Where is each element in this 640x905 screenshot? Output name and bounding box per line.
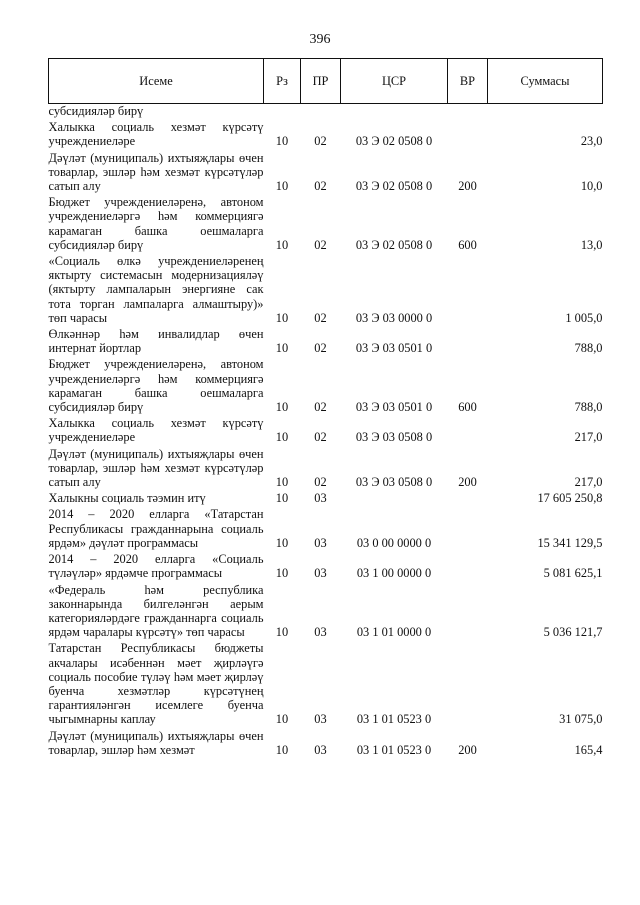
cell-csr: 03 Э 03 0508 0 [355,430,433,445]
cell-pr: 02 [314,237,327,252]
cell-csr: 03 Э 03 0501 0 [355,400,433,415]
table-row [49,118,603,148]
table-row [49,149,603,194]
cell-vr [448,252,488,325]
cell-csr: 03 Э 02 0508 0 [355,179,433,194]
cell-name: Халыкка социаль хезмәт күрсәтү учреждениеләре [48,416,264,445]
cell-name: «Федераль һәм республика законнарында билгеләнгән аерым категорияләрдәге гражданнарга социаль ярдәм чаралары күрсәтү» төп чарасы [48,582,264,640]
cell-name: Бюджет учреждениеләренә, автоном учреждениеләргә һәм коммерциягә карамаган башка оешмаларга субсидияләр бирү [48,357,264,415]
cell-name: Өлкәннәр һәм инвалидлар өчен интернат йортлар [48,327,264,356]
cell-sum: 10,0 [580,179,603,194]
cell-name: Татарстан Республикасы бюджеты акчалары исәбеннән мәет җирләүгә социаль пособие түләү һәм мәет җирләү буенча хезмәтләр күрсәтүнең гарантияләнгән исемлеге буенча чыгымнарны каплау [48,641,264,727]
cell-sum: 5 081 625,1 [543,566,603,581]
cell-pr: 02 [314,310,327,325]
cell-name: Дәүләт (муниципаль) ихтыяҗлары өчен товарлар, эшләр һәм хезмәт күрсәтүләр сатып алу [48,150,264,194]
cell-vr [448,104,488,119]
cell-csr: 03 Э 03 0000 0 [355,310,433,325]
cell-csr: 03 Э 03 0508 0 [355,475,433,490]
cell-vr [448,118,488,148]
cell-csr: 03 Э 03 0501 0 [355,341,433,356]
cell-rz: 10 [275,134,289,149]
cell-csr: 03 Э 02 0508 0 [355,134,433,149]
cell-sum: 15 341 129,5 [537,535,603,550]
cell-vr [448,414,488,444]
cell-pr: 02 [314,475,327,490]
cell-vr [448,489,488,505]
cell-vr [448,639,488,726]
cell-pr: 02 [314,430,327,445]
header-vr: ВР [448,59,488,104]
table-row [49,355,603,414]
cell-pr: 02 [314,134,327,149]
cell-rz: 10 [275,475,289,490]
cell-csr: 03 1 01 0523 0 [356,712,432,727]
page-number: 396 [309,32,331,47]
cell-vr: 200 [458,475,477,490]
cell-sum: 23,0 [580,134,603,149]
table-header-row [49,59,603,104]
cell-name: 2014 – 2020 елларга «Татарстан Республикасы гражданнарына социаль ярдәм» дәүләт программасы [48,507,264,550]
cell-sum: 13,0 [580,237,603,252]
cell-name: «Социаль өлкә учреждениеләренең яктырту системасын модернизацияләү (яктырту лампаларын энергияне сак тота торган лампаларга алмаштыру)» төп чарасы [48,254,264,325]
cell-sum: 788,0 [574,400,603,415]
cell-pr: 03 [314,712,327,727]
cell-rz: 10 [275,742,289,757]
cell-rz: 10 [275,179,289,194]
cell-vr: 600 [458,400,477,415]
cell-pr [301,104,341,119]
cell-name: Дәүләт (муниципаль) ихтыяҗлары өчен товарлар, эшләр һәм хезмәт [48,728,264,757]
table-row [49,550,603,580]
header-sum: Суммасы [488,59,603,104]
cell-name: 2014 – 2020 елларга «Социаль түләүләр» ярдәмче программасы [48,552,264,581]
cell-pr: 03 [314,625,327,640]
cell-pr: 02 [314,179,327,194]
cell-sum: 788,0 [574,341,603,356]
cell-name: субсидияләр бирү [48,104,144,118]
cell-rz: 10 [275,535,289,550]
cell-rz: 10 [275,341,289,356]
cell-rz: 10 [275,712,289,727]
cell-sum: 165,4 [574,742,603,757]
table-row [49,639,603,726]
cell-rz: 10 [275,625,289,640]
table-body [49,104,603,757]
header-pr: ПР [301,59,341,104]
cell-csr [341,104,448,119]
table-row [49,193,603,252]
cell-pr: 03 [314,566,327,581]
cell-sum: 17 605 250,8 [537,491,603,506]
budget-table [48,58,603,757]
table-row [49,489,603,505]
cell-vr: 200 [458,742,477,757]
cell-vr [448,581,488,640]
cell-sum: 31 075,0 [559,712,603,727]
cell-name: Халыкка социаль хезмәт күрсәтү учреждениеләре [48,120,264,149]
cell-pr: 03 [314,535,327,550]
cell-pr: 03 [314,491,327,506]
cell-pr: 02 [314,341,327,356]
cell-vr: 600 [458,237,477,252]
cell-name: Дәүләт (муниципаль) ихтыяҗлары өчен товарлар, эшләр һәм хезмәт күрсәтүләр сатып алу [48,446,264,490]
table-row [49,727,603,757]
cell-vr [448,505,488,550]
cell-sum: 217,0 [574,475,603,490]
cell-csr: 03 1 01 0000 0 [356,625,432,640]
cell-rz: 10 [275,430,289,445]
cell-csr: 03 1 01 0523 0 [356,742,432,757]
header-rz: Рз [264,59,301,104]
cell-sum: 1 005,0 [565,310,603,325]
cell-name: Халыкны социаль тәэмин итү [48,491,206,506]
cell-csr [341,489,448,505]
cell-vr [448,550,488,580]
table-row [49,414,603,444]
cell-csr: 03 1 00 0000 0 [356,566,432,581]
table-row [49,325,603,355]
cell-rz: 10 [275,237,289,252]
cell-pr: 02 [314,400,327,415]
cell-csr: 03 0 00 0000 0 [356,535,432,550]
cell-pr: 03 [314,742,327,757]
cell-sum: 217,0 [574,430,603,445]
cell-sum [488,104,603,119]
cell-rz: 10 [275,310,289,325]
cell-vr [448,325,488,355]
cell-rz [264,104,301,119]
cell-rz: 10 [275,491,289,506]
cell-vr: 200 [458,179,477,194]
table-row [49,445,603,490]
table-row [49,252,603,325]
cell-rz: 10 [275,400,289,415]
cell-rz: 10 [275,566,289,581]
header-name: Исеме [49,59,264,104]
cell-csr: 03 Э 02 0508 0 [355,237,433,252]
cell-name: Бюджет учреждениеләренә, автоном учреждениеләргә һәм коммерциягә карамаган башка оешмаларга субсидияләр бирү [48,195,264,252]
table-row [49,104,603,119]
table-row [49,581,603,640]
header-csr: ЦСР [341,59,448,104]
cell-sum: 5 036 121,7 [543,625,603,640]
table-row [49,505,603,550]
